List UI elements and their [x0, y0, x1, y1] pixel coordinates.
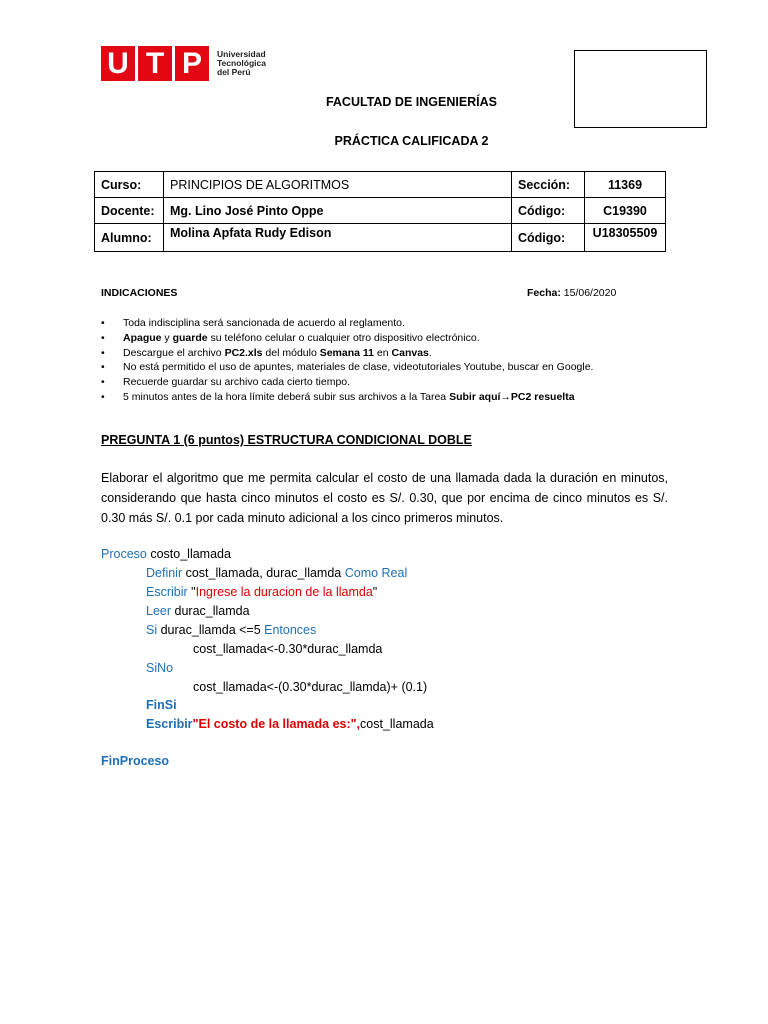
- code-quote: ": [187, 585, 196, 599]
- code-line-5: [146, 621, 316, 640]
- logo-line-1: Universidad: [217, 49, 266, 59]
- logo-letter-p: P: [175, 46, 209, 81]
- rule-2-bold-1: Apague: [123, 331, 162, 344]
- list-item: [101, 390, 681, 405]
- date-label: Fecha:: [527, 287, 561, 299]
- rule-4: No está permitido el uso de apuntes, materiales de clase, videotutoriales Youtube, buscar en Google.: [123, 361, 594, 374]
- rule-3-text-4: .: [428, 346, 432, 359]
- exam-heading: PRÁCTICA CALIFICADA 2: [334, 134, 489, 148]
- kw-proceso: Proceso: [101, 547, 147, 561]
- code-string: Ingrese la duracion de la llamda: [195, 585, 373, 599]
- table-row: [95, 172, 666, 198]
- list-item: [101, 346, 681, 361]
- kw-entonces: Entonces: [264, 623, 317, 637]
- logo-line-2: Tecnológica: [217, 58, 266, 68]
- faculty-heading: FACULTAD DE INGENIERÍAS: [325, 95, 498, 109]
- rule-6-text-1: 5 minutos antes de la hora límite deberá subir sus archivos a la Tarea: [123, 390, 450, 403]
- rule-3-bold-2: Semana 11: [319, 346, 375, 359]
- rule-3-text-1: Descargue el archivo: [123, 346, 225, 359]
- date-value: 15/06/2020: [563, 287, 617, 299]
- rule-5: Recuerde guardar su archivo cada cierto tiempo.: [123, 376, 351, 389]
- table-row: [95, 198, 666, 224]
- code-text: durac_llamda <=5: [157, 623, 265, 637]
- rule-1: Toda indisciplina será sancionada de acuerdo al reglamento.: [123, 317, 405, 329]
- rule-2-text-2: su teléfono celular o cualquier otro dispositivo electrónico.: [207, 331, 480, 344]
- rule-2-text-1: y: [161, 331, 173, 344]
- rule-6-bold-2: PC2 resuelta: [510, 390, 575, 403]
- code-text: cost_llamada: [360, 717, 434, 731]
- indications-title: INDICACIONES: [101, 287, 178, 299]
- list-item: [101, 331, 681, 346]
- question-text: Elaborar el algoritmo que me permita calcular el costo de una llamada dada la duración en minutos, considerando que hasta cinco minutos el costo es S/. 0.30, que por encima de cinco minutos es S/. 0.30 más S/. 0.1 por cada minuto adicional a los cinco primeros minutos.: [101, 471, 668, 525]
- teacher-value: Mg. Lino José Pinto Oppe: [164, 198, 512, 224]
- rule-2-bold-2: guarde: [172, 331, 208, 344]
- list-item: [101, 360, 681, 375]
- kw-sino: SiNo: [146, 661, 174, 675]
- student-code-value: U18305509: [585, 224, 666, 252]
- student-label: Alumno:: [95, 224, 164, 252]
- rule-3-text-2: del módulo: [262, 346, 320, 359]
- list-item: [101, 316, 681, 331]
- section-value: 11369: [585, 172, 666, 198]
- code-line-1: [101, 545, 231, 564]
- student-code-label: Código:: [512, 224, 585, 252]
- course-value: PRINCIPIOS DE ALGORITMOS: [164, 172, 512, 198]
- rule-6-bold-1: Subir aquí: [449, 390, 501, 403]
- logo-letter-u: U: [101, 46, 135, 81]
- kw-escribir: Escribir: [146, 585, 188, 599]
- kw-finproceso: FinProceso: [101, 754, 170, 768]
- code-line-10: [146, 715, 434, 734]
- kw-si: Si: [146, 623, 158, 637]
- teacher-code-value: C19390: [585, 198, 666, 224]
- question-title: PREGUNTA 1 (6 puntos) ESTRUCTURA CONDICIONAL DOBLE: [101, 433, 472, 447]
- code-line-6: cost_llamada<-0.30*durac_llamda: [193, 642, 383, 656]
- arrow-icon: →: [500, 390, 511, 403]
- kw-leer: Leer: [146, 604, 172, 618]
- kw-finsi: FinSi: [146, 698, 177, 712]
- rules-list: [101, 316, 681, 405]
- code-text: durac_llamda: [171, 604, 250, 618]
- date: [527, 287, 616, 299]
- kw-como-real: Como Real: [344, 566, 408, 580]
- kw-definir: Definir: [146, 566, 183, 580]
- rule-3-text-3: en: [374, 346, 392, 359]
- rule-3-bold-1: PC2.xls: [224, 346, 263, 359]
- code-string-2: "El costo de la llamada es:",: [192, 717, 361, 731]
- grade-box: [574, 50, 707, 128]
- list-item: [101, 375, 681, 390]
- course-label: Curso:: [95, 172, 164, 198]
- code-quote: ": [372, 585, 378, 599]
- info-table: [94, 171, 666, 252]
- code-line-2: [146, 564, 407, 583]
- code-line-8: cost_llamada<-(0.30*durac_llamda)+ (0.1): [193, 680, 428, 694]
- student-value: Molina Apfata Rudy Edison: [164, 224, 512, 252]
- code-line-3: [146, 583, 377, 602]
- code-text: costo_llamada: [146, 547, 231, 561]
- logo-letter-t: T: [138, 46, 172, 81]
- code-text: cost_llamada, durac_llamda: [182, 566, 345, 580]
- utp-logo: [101, 46, 266, 81]
- logo-text: [217, 50, 266, 77]
- teacher-label: Docente:: [95, 198, 164, 224]
- teacher-code-label: Código:: [512, 198, 585, 224]
- rule-3-bold-3: Canvas: [391, 346, 429, 359]
- table-row: [95, 224, 666, 252]
- section-label: Sección:: [512, 172, 585, 198]
- kw-escribir-2: Escribir: [146, 717, 193, 731]
- code-line-4: [146, 602, 250, 621]
- logo-line-3: del Perú: [217, 67, 251, 77]
